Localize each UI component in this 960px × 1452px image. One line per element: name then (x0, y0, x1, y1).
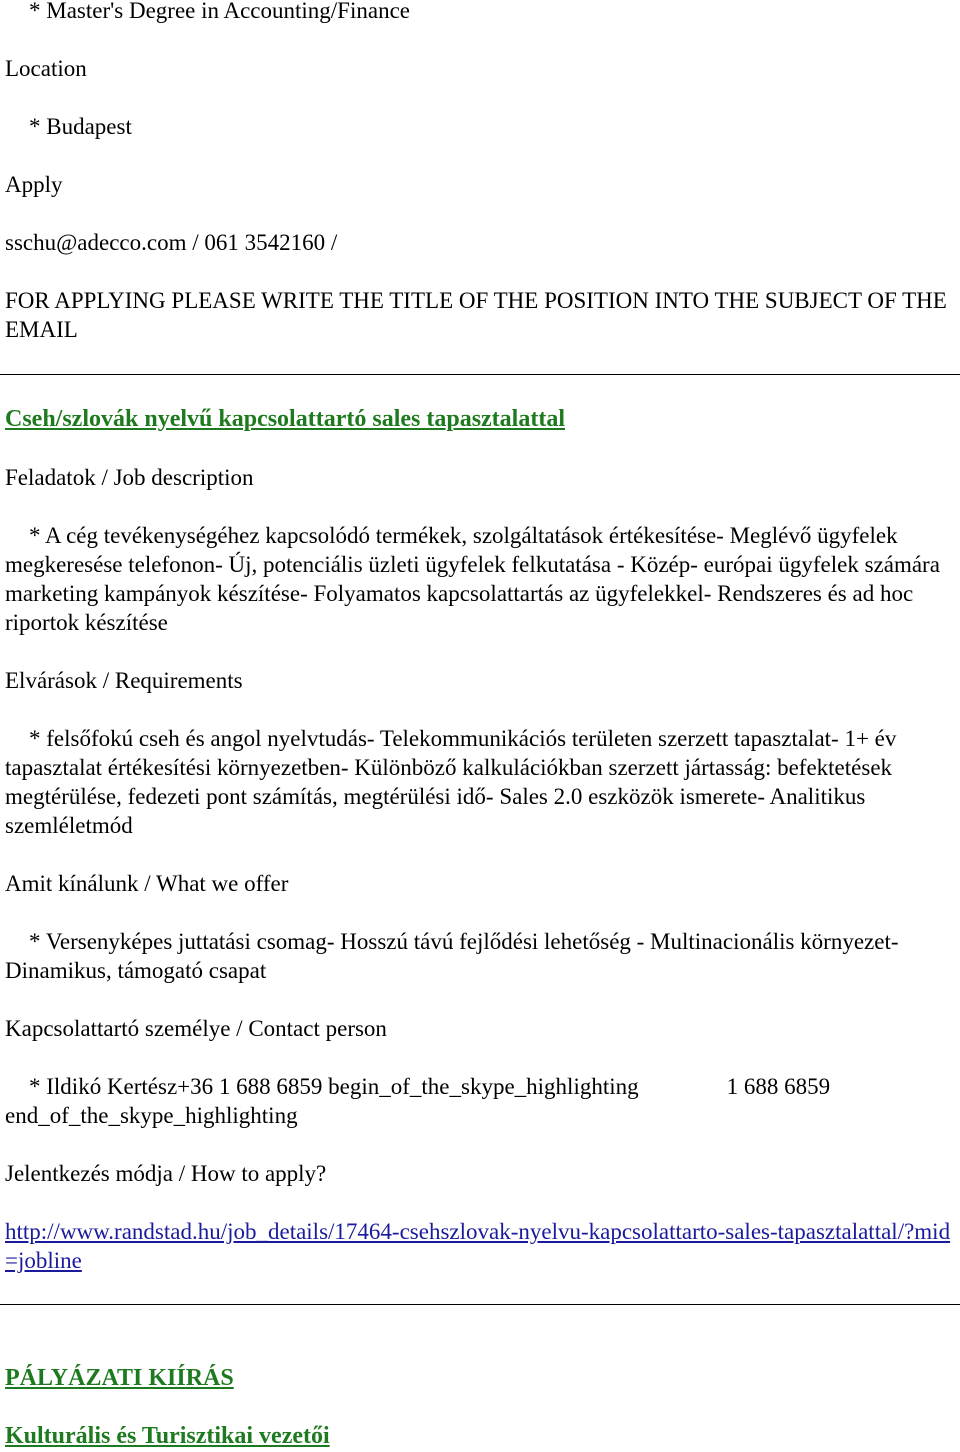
applying-note: FOR APPLYING PLEASE WRITE THE TITLE OF THE POSITION INTO THE SUBJECT OF THE EMAIL (5, 288, 947, 342)
requirements-text (5, 724, 955, 840)
description-heading: Feladatok / Job description (5, 465, 254, 490)
divider-bottom (0, 1304, 960, 1305)
divider-top (0, 374, 960, 375)
requirements-heading: Elvárások / Requirements (5, 668, 243, 693)
location-label: Location (5, 56, 87, 81)
description-body: * A cég tevékenységéhez kapcsolódó termékek, szolgáltatások értékesítése- Meglévő ügyfelek megkeresése telefonon- Új, potenciális üzleti ügyfelek felkutatása - Közép- európai ügyfelek számára marketing kampányok készítése- Folyamatos kapcsolattartás az ügyfelekkel- Rendszeres és ad hoc riportok készítése (5, 523, 940, 635)
contact-phone: 1 688 6859 (726, 1074, 831, 1099)
requirements-body: * felsőfokú cseh és angol nyelvtudás- Telekommunikációs területen szerzett tapasztalat- 1+ év tapasztalat értékesítési környezetben- Különböző kalkulációkban szerzett jártasság: befektetések megtérülése, fedezeti pont számítás, megtérülési idő- Sales 2.0 eszközök ismerete- Analitikus szemléletmód (5, 726, 897, 838)
contact-line: sschu@adecco.com / 061 3542160 / (5, 230, 338, 255)
job-title-link[interactable]: Cseh/szlovák nyelvű kapcsolattartó sales tapasztalattal (5, 406, 565, 432)
apply-label: Apply (5, 172, 63, 197)
description-text (5, 521, 955, 637)
apply-heading: Jelentkezés módja / How to apply? (5, 1161, 327, 1186)
offer-body: * Versenyképes juttatási csomag- Hosszú távú fejlődési lehetőség - Multinacionális környezet- Dinamikus, támogató csapat (5, 929, 899, 983)
apply-url-link[interactable]: http://www.randstad.hu/job_details/17464-csehszlovak-nyelvu-kapcsolattarto-sales-tapasztalattal/?mid=jobline (5, 1219, 951, 1273)
contact-person-a: * Ildikó Kertész+36 1 688 6859 begin_of_the_skype_highlighting (29, 1074, 639, 1099)
qualification-item: * Master's Degree in Accounting/Finance (29, 0, 410, 23)
contact-person-text (5, 1072, 955, 1130)
offer-heading: Amit kínálunk / What we offer (5, 871, 289, 896)
location-item: * Budapest (29, 114, 132, 139)
contact-person-c: end_of_the_skype_highlighting (5, 1103, 298, 1128)
next-title-link[interactable]: Kulturális és Turisztikai vezetői (5, 1423, 330, 1449)
contact-heading: Kapcsolattartó személye / Contact person (5, 1016, 387, 1041)
apply-url-line (5, 1217, 955, 1275)
offer-text (5, 927, 955, 985)
section-title-link[interactable]: PÁLYÁZATI KIÍRÁS (5, 1365, 234, 1391)
